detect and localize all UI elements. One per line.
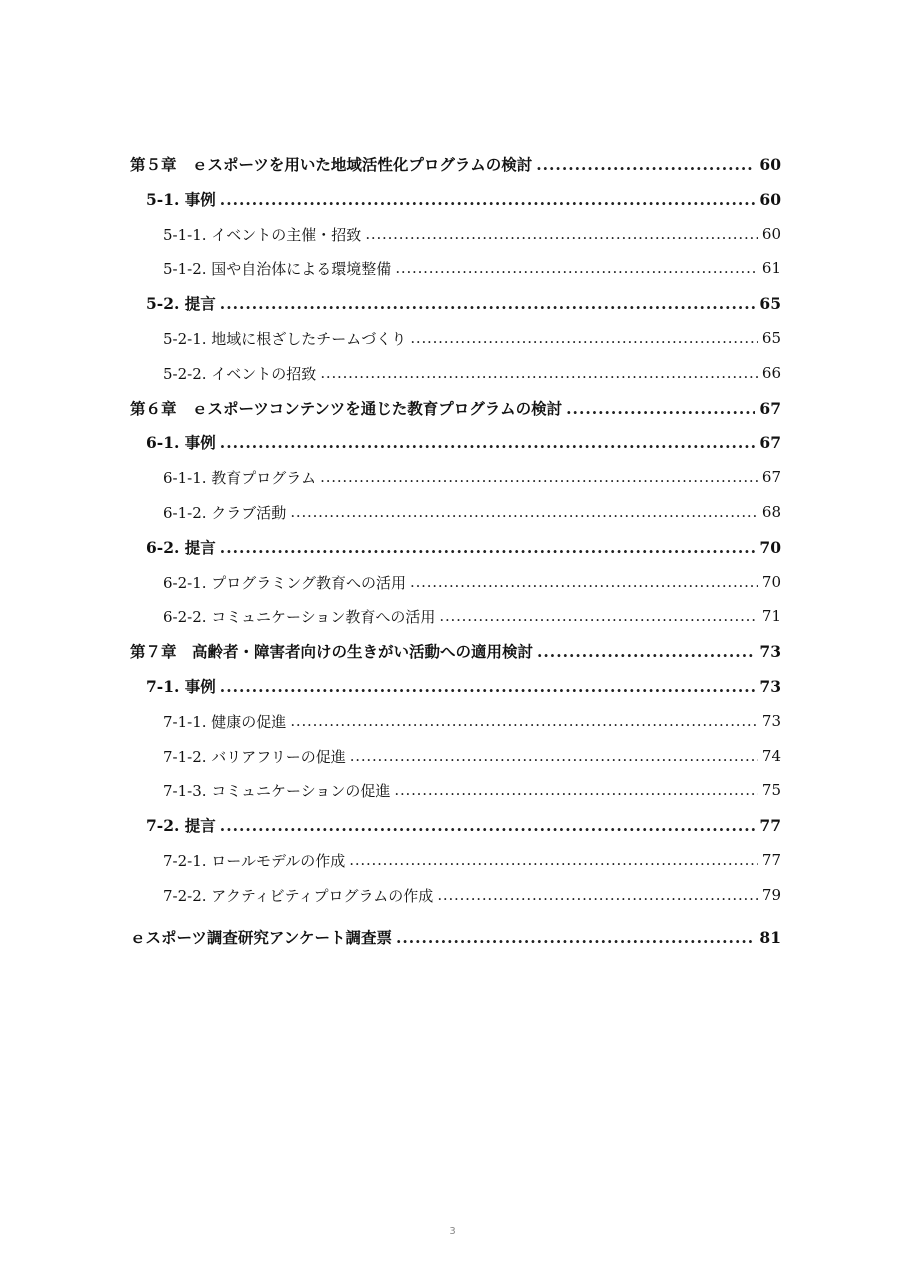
toc-entry-title: 7-2. 提言 — [146, 816, 216, 835]
toc-dot-leader — [290, 712, 758, 730]
toc-entry-page: 65 — [761, 329, 781, 347]
toc-dot-leader — [220, 816, 756, 835]
toc-entry-page: 77 — [761, 851, 781, 869]
toc-entry[interactable] — [146, 535, 781, 559]
toc-dot-leader — [350, 747, 758, 765]
toc-dot-leader — [220, 538, 756, 557]
toc-dot-leader — [396, 928, 755, 947]
toc-entry-page: 81 — [759, 927, 781, 947]
toc-entry-title: 5-2. 提言 — [146, 294, 216, 313]
toc-entry[interactable] — [163, 570, 781, 594]
toc-entry-page: 70 — [759, 537, 781, 557]
toc-entry[interactable] — [130, 152, 781, 176]
toc-entry-title: 7-2-1. ロールモデルの作成 — [163, 851, 346, 870]
page-number: 3 — [449, 1226, 456, 1237]
toc-dot-leader — [536, 155, 755, 174]
toc-entry-page: 68 — [761, 503, 781, 521]
toc-dot-leader — [290, 503, 758, 521]
toc-entry-title: 6-2-2. コミュニケーション教育への活用 — [163, 607, 436, 626]
toc-entry-title: 6-2. 提言 — [146, 538, 216, 557]
toc-entry-page: 60 — [761, 225, 781, 243]
toc-entry-page: 65 — [759, 293, 781, 313]
toc-dot-leader — [320, 468, 758, 486]
toc-dot-leader — [439, 607, 758, 625]
toc-entry-page: 73 — [761, 712, 781, 730]
toc-entry-title: 7-1-1. 健康の促進 — [163, 712, 287, 731]
toc-entry-title: 5-1-1. イベントの主催・招致 — [163, 225, 362, 244]
toc-dot-leader — [410, 329, 758, 347]
toc-dot-leader — [320, 364, 758, 382]
toc-entry[interactable] — [163, 778, 781, 802]
toc-entry-title: 6-1. 事例 — [146, 433, 216, 452]
toc-dot-leader — [566, 399, 755, 418]
toc-entry-page: 71 — [761, 607, 781, 625]
toc-entry-page: 66 — [761, 364, 781, 382]
toc-entry-title: 第６章 ｅスポーツコンテンツを通じた教育プログラムの検討 — [130, 399, 563, 418]
toc-entry-title: 5-1. 事例 — [146, 190, 216, 209]
toc-entry-page: 73 — [759, 676, 781, 696]
toc-entry[interactable] — [163, 500, 781, 524]
toc-entry-page: 73 — [759, 641, 781, 661]
toc-dot-leader — [437, 886, 758, 904]
toc-entry[interactable] — [163, 709, 781, 733]
toc-entry-page: 60 — [759, 189, 781, 209]
toc-dot-leader — [365, 225, 758, 243]
toc-dot-leader — [220, 433, 756, 452]
toc-dot-leader — [220, 677, 756, 696]
toc-entry[interactable] — [163, 744, 781, 768]
toc-entry-page: 60 — [759, 154, 781, 174]
toc-entry-title: ｅスポーツ調査研究アンケート調査票 — [130, 928, 392, 947]
toc-dot-leader — [349, 851, 758, 869]
toc-entry-title: 7-1. 事例 — [146, 677, 216, 696]
toc-dot-leader — [395, 259, 758, 277]
toc-entry[interactable] — [130, 396, 781, 420]
toc-entry-title: 7-1-2. バリアフリーの促進 — [163, 747, 346, 766]
toc-entry-title: 6-1-1. 教育プログラム — [163, 468, 317, 487]
toc-dot-leader — [220, 294, 756, 313]
toc-entry[interactable] — [146, 187, 781, 211]
toc-entry[interactable] — [146, 291, 781, 315]
toc-entry-title: 5-1-2. 国や自治体による環境整備 — [163, 259, 392, 278]
toc-entry[interactable] — [146, 813, 781, 837]
toc-entry-page: 79 — [761, 886, 781, 904]
toc-dot-leader — [220, 190, 756, 209]
toc-entry-page: 70 — [761, 573, 781, 591]
toc-entry-page: 67 — [761, 468, 781, 486]
toc-dot-leader — [537, 642, 755, 661]
toc-entry[interactable] — [130, 639, 781, 663]
toc-entry[interactable] — [163, 883, 781, 907]
toc-entry-title: 第７章 高齢者・障害者向けの生きがい活動への適用検討 — [130, 642, 534, 661]
toc-entry[interactable] — [163, 222, 781, 246]
toc-entry[interactable] — [163, 465, 781, 489]
toc-entry[interactable] — [146, 674, 781, 698]
toc-entry-title: 7-2-2. アクティビティプログラムの作成 — [163, 886, 434, 905]
toc-dot-leader — [410, 573, 758, 591]
toc-entry[interactable] — [163, 256, 781, 280]
toc-entry[interactable] — [163, 604, 781, 628]
toc-entry-title: 6-1-2. クラブ活動 — [163, 503, 287, 522]
toc-entry-title: 5-2-2. イベントの招致 — [163, 364, 317, 383]
toc-entry-page: 67 — [759, 398, 781, 418]
toc-entry[interactable] — [146, 430, 781, 454]
toc-entry[interactable] — [130, 925, 781, 949]
toc-dot-leader — [394, 781, 758, 799]
toc-entry-title: 第５章 ｅスポーツを用いた地域活性化プログラムの検討 — [130, 155, 533, 174]
toc-entry-page: 74 — [761, 747, 781, 765]
toc-entry[interactable] — [163, 326, 781, 350]
toc-entry-title: 7-1-3. コミュニケーションの促進 — [163, 781, 391, 800]
toc-entry-page: 75 — [761, 781, 781, 799]
toc-entry-page: 61 — [761, 259, 781, 277]
toc-entry-title: 5-2-1. 地域に根ざしたチームづくり — [163, 329, 407, 348]
toc-entry[interactable] — [163, 848, 781, 872]
toc-entry-title: 6-2-1. プログラミング教育への活用 — [163, 573, 407, 592]
toc-entry[interactable] — [163, 361, 781, 385]
toc-entry-page: 77 — [759, 815, 781, 835]
toc-entry-page: 67 — [759, 432, 781, 452]
